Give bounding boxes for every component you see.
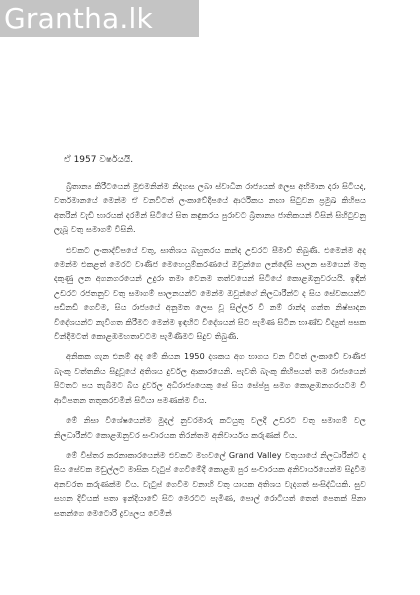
paragraph-4: මේ නිසා විශේෂයෙන්ම මුදල් නුවරමාරු කටයුතු වලදී උඩරට වතු සමාගම් වල නිලධාරීන්ට කොළඹනුවර සංචාරයක තිරන්තම අනිවාර්යය කරුණක් විය. bbox=[54, 416, 366, 440]
watermark-text: Grantha.lk bbox=[4, 2, 153, 35]
document-page bbox=[54, 154, 366, 527]
paragraph-5: මේ විස්තර කරනාකාරයෙන්ම එවකට මහවලේ Grand Valley වතුයායේ නිලධාරීන්ට ද සිය සේවක මඩුල්ලට මාසික වැටුප් ගෙවීමේදී කොළඹ පුර සංචාරයක අනිවාර්යයෙන්ම සිදුවීම අනවරත කරුණක්ම විය. වැටුප් ගෙවීම වනාහි වතු යායක අතිශය වැදගත් සංසිද්ධියකි. සුව සහන දිවියක් පතා ඉන්දියාවේ සිට මෙරටට පැමිණ, පොල් රොටියත් තෙත් පෙතක් පිනා සතන්ගෙ මෙටොරි ද්‍රව්‍යලය වෙමින් bbox=[54, 450, 366, 518]
paragraph-3: අනිකක ගැන එනම් අද මේ කියන 1950 දශකය අග භාගය වන විටත් ලංකාවේ වාණිජ බැංකු වත්තනිය සිදුවූයේ අතිශය දුර්වල ආකාරයෙනි. පැවති බැංකු කිහිපයත් තම රාජ්‍යයෙන් පිටතට පය තැබීමට බිය දුර්වල අධිරාජ්‍යයෙකු සේ සිය සේප්පු සමග කොළඹනගරයටම චි ආටිපතන තතුකරවමින් සිටියා පමණක්ම විය. bbox=[54, 352, 366, 405]
paragraph-2: එවකට ලංකාද්වීපයේ වතු, සාතිශය බහුතරය කන්ද උඩරට සීමාව් තිබුණි. එමෙන්ම අද මෙන්ම එකළත් මෙරට වාණිජ මෙහෙයුම්කරණයේ ඔවුන්ගෙ ලන්දේසි පාලන සමයෙන් මතු දකුණු ලන අගනගරයෙන් උදුරා තමා වෙනම තත්වයෙන් සිටියේ කොළඹනුවරයයි. ඉඳින් උඩරට රජතනුව වතු සමාගම් පාලනයන්ට මෙන්ම ඔවුන්ගේ නිලධාරීන්ට ද සිය සේවකයන්ට පඩිනඩි ගෙවීම, සිය රාජ්‍යයේ අනුමත ලෙස වූ සිල්ලර් වී නම් රාන්ද ගන්ත නිෂ්පාදන විදේශයන්ට නැවිගත කිරීමට මෙන්ම ඉඳහිට විදේශයන් සිට පැමිණ සිටින භාණ්ඩ විද්‍යුත් පසක වින්දීමටත් කොළඹමහතාවටම පැමිණීමට සිදුව තිබුණි. bbox=[54, 245, 366, 342]
chapter-heading: ඒ 1957 වර්ෂයයි. bbox=[64, 155, 134, 165]
watermark-logo bbox=[0, 0, 199, 37]
paragraph-1: බ්‍රිතාන්‍ය කිරීටයෙන් මුළුමනින්ම නිදහස ලබා ස්වාධීන රාජ්‍යයක් ලෙස අභිමාන දරා සිටියද, වර්තමානයේ මෙන්ම ඒ වනවිටත් ලංකාවේදීපයේ ආර්ථිකය නඟා සිටුවන ප්‍රමුඛ කිහිපය අතරින් වැඩි භාරයක් දරමින් සිටියේ සිත කඳුකරය පුරාවට බ්‍රිතාන්‍ය ජාතිකයන් විසින් සිහිටුවනු ලැබූ වතු සමාගම් විසිනි. bbox=[54, 182, 366, 235]
